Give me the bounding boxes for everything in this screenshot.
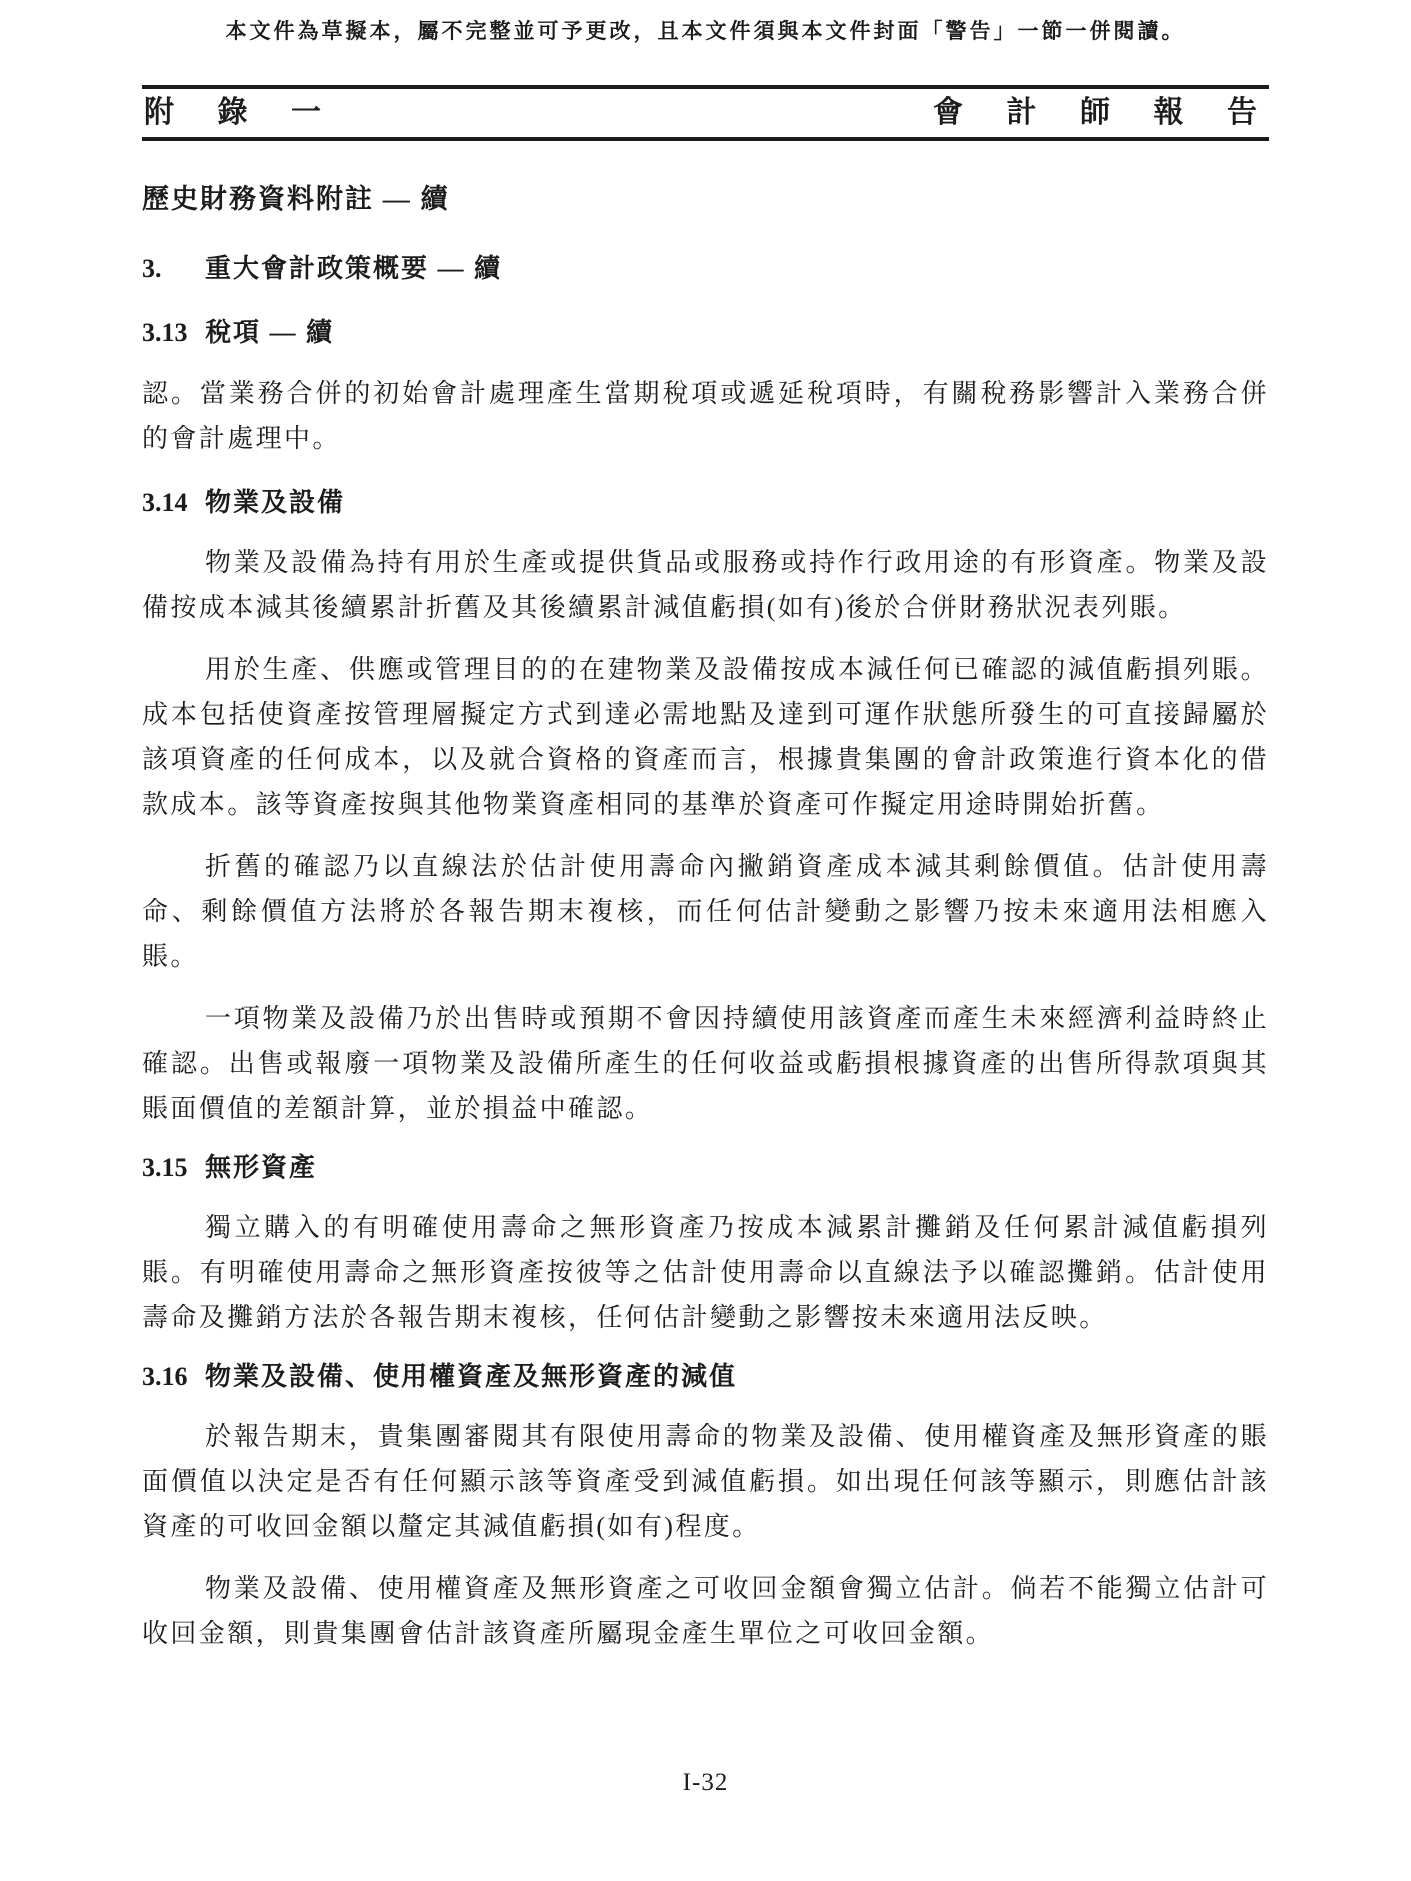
section-3-15-paragraph-1: 獨立購入的有明確使用壽命之無形資產乃按成本減累計攤銷及任何累計減值虧損列賬。有明確使用壽命之無形資產按彼等之估計使用壽命以直線法予以確認攤銷。估計使用壽命及攤銷方法於各報告期末複核，任何估計變動之影響按未來適用法反映。 bbox=[142, 1213, 1269, 1332]
draft-disclaimer-text: 本文件為草擬本，屬不完整並可予更改，且本文件須與本文件封面「警告」一節一併閱讀。 bbox=[225, 19, 1186, 43]
section-3-13-title: 稅項 — 續 bbox=[205, 318, 335, 347]
notes-continued-heading: 歷史財務資料附註 — 續 bbox=[142, 184, 450, 214]
section-3-15-heading bbox=[142, 1148, 1269, 1188]
section-3-13-paragraph-1: 認。當業務合併的初始會計處理產生當期稅項或遞延稅項時，有關稅務影響計入業務合併的會計處理中。 bbox=[142, 379, 1269, 453]
section-3-heading bbox=[142, 249, 1269, 289]
appendix-title: 附 錄 一 bbox=[144, 96, 331, 129]
section-3-14-paragraph-4: 一項物業及設備乃於出售時或預期不會因持續使用該資產而產生未來經濟利益時終止確認。出售或報廢一項物業及設備所產生的任何收益或虧損根據資產的出售所得款項與其賬面價值的差額計算，並於損益中確認。 bbox=[142, 1004, 1269, 1123]
section-3-16-paragraph-1: 於報告期末，貴集團審閱其有限使用壽命的物業及設備、使用權資產及無形資產的賬面價值以決定是否有任何顯示該等資產受到減值虧損。如出現任何該等顯示，則應估計該資產的可收回金額以釐定其減值虧損(如有)程度。 bbox=[142, 1422, 1269, 1541]
section-3-number: 3. bbox=[142, 254, 162, 283]
section-3-14-number: 3.14 bbox=[142, 488, 188, 517]
page-number: I-32 bbox=[682, 1769, 729, 1796]
section-3-14-paragraph-3: 折舊的確認乃以直線法於估計使用壽命內撇銷資產成本減其剩餘價值。估計使用壽命、剩餘價值方法將於各報告期末複核，而任何估計變動之影響乃按未來適用法相應入賬。 bbox=[142, 852, 1269, 971]
page-content bbox=[0, 16, 1411, 1656]
section-3-13-heading bbox=[142, 313, 1269, 353]
section-3-title: 重大會計政策概要 — 續 bbox=[205, 254, 503, 283]
appendix-header-band bbox=[142, 85, 1269, 141]
section-3-14-title: 物業及設備 bbox=[205, 488, 346, 517]
section-3-16-title: 物業及設備、使用權資產及無形資產的減值 bbox=[205, 1362, 738, 1391]
section-3-15-title: 無形資產 bbox=[205, 1153, 318, 1182]
section-3-16-number: 3.16 bbox=[142, 1362, 188, 1391]
section-3-14-paragraph-1: 物業及設備為持有用於生產或提供貨品或服務或持作行政用途的有形資產。物業及設備按成本減其後續累計折舊及其後續累計減值虧損(如有)後於合併財務狀況表列賬。 bbox=[142, 548, 1269, 622]
section-3-15-number: 3.15 bbox=[142, 1153, 188, 1182]
accountants-report-title: 會 計 師 報 告 bbox=[933, 96, 1267, 129]
section-3-16-paragraph-2: 物業及設備、使用權資產及無形資產之可收回金額會獨立估計。倘若不能獨立估計可收回金額，則貴集團會估計該資產所屬現金產生單位之可收回金額。 bbox=[142, 1574, 1269, 1648]
section-3-16-heading bbox=[142, 1357, 1269, 1397]
section-3-13-number: 3.13 bbox=[142, 318, 188, 347]
section-3-14-paragraph-2: 用於生產、供應或管理目的的在建物業及設備按成本減任何已確認的減值虧損列賬。成本包括使資產按管理層擬定方式到達必需地點及達到可運作狀態所發生的可直接歸屬於該項資產的任何成本，以及就合資格的資產而言，根據貴集團的會計政策進行資本化的借款成本。該等資產按與其他物業資產相同的基準於資產可作擬定用途時開始折舊。 bbox=[142, 655, 1269, 819]
section-3-14-heading bbox=[142, 483, 1269, 523]
